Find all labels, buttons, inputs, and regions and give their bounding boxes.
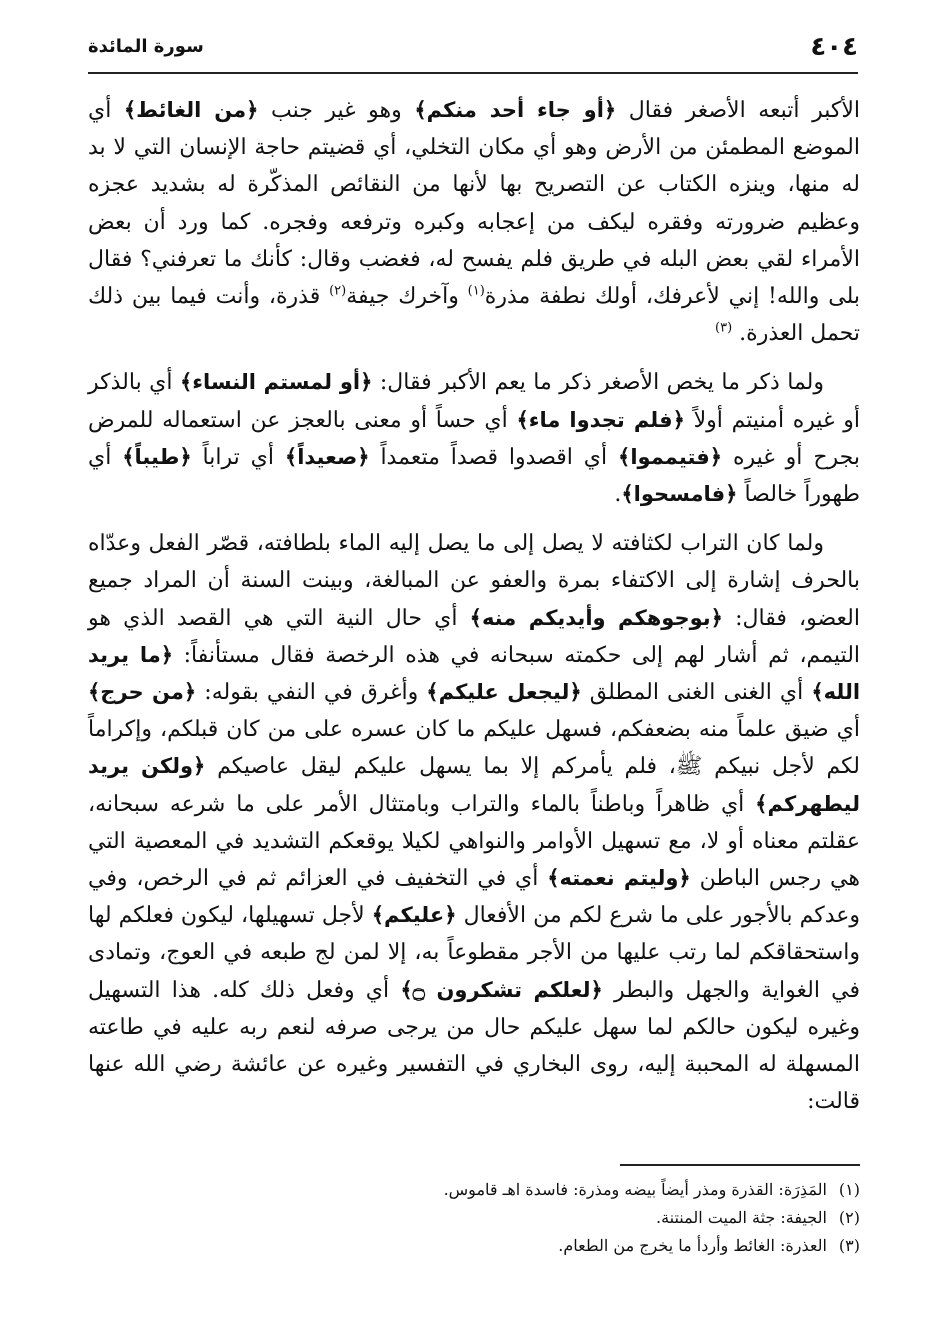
quran-quote: ﴿من حرج﴾	[88, 680, 197, 705]
text-run: وهو غير جنب	[258, 98, 415, 123]
quran-quote: ﴿صعيداً﴾	[284, 444, 370, 469]
text-run: أي الغنى الغنى المطلق	[581, 680, 812, 706]
text-run: أي ظاهراً وباطناً بالماء والتراب وبامتثال الأمر على ما شرعه سبحانه، عقلتم معناه أو لا، مع تسهيل الأوامر والنواهي لكيلا يوقعكم التشديد في المعصية التي هي رجس الباطن	[88, 791, 860, 892]
header-divider	[88, 72, 858, 74]
quran-quote: ﴿وليتم نعمته﴾	[547, 866, 691, 891]
footnote-text: المَذِرَة: القذرة ومذر أيضاً بيضه ومذرة: فاسدة اهـ قاموس.	[443, 1180, 827, 1199]
quran-quote: ﴿فتيمموا﴾	[618, 444, 723, 469]
quran-quote: ﴿فلم تجدوا ماء﴾	[516, 407, 685, 432]
text-run: وأغرق في النفي بقوله:	[196, 680, 427, 706]
footnotes	[300, 1176, 860, 1260]
quran-quote: ﴿ولكن يريد ليطهركم﴾	[88, 754, 860, 816]
quran-quote: ﴿لعلكم تشكرون ۝﴾	[400, 977, 603, 1002]
text-run: أي اقصدوا قصداً متعمداً	[369, 444, 619, 470]
footnote-ref: (٣)	[715, 320, 733, 336]
surah-title: سورة المائدة	[88, 36, 204, 57]
text-run: .	[614, 482, 622, 508]
quran-quote: ﴿عليكم﴾	[371, 903, 457, 928]
footnote-text: الجيفة: جثة الميت المنتنة.	[655, 1208, 827, 1227]
quran-quote: ﴿فامسحوا﴾	[621, 482, 738, 507]
text-run: أي حساً أو معنى بالعجز عن استعماله للمرض بجرح أو غيره	[88, 407, 860, 470]
footnote	[300, 1232, 860, 1260]
text-run: الأكبر أتبعه الأصغر فقال	[616, 98, 860, 123]
page-number: ٤٠٤	[810, 32, 858, 62]
footnote-number: (١)	[838, 1180, 860, 1199]
quran-quote: ﴿طيباً﴾	[122, 444, 192, 469]
text-run: أي وفعل ذلك كله. هذا التسهيل وغيره ليكون حالكم لما سهل عليكم حال من يرجى صرفه لنعم ربه عليه في طاعته المسهلة له المحببة إليه، روى البخاري في التفسير وغيره عن عائشة رضي الله عنها قالت:	[88, 977, 860, 1115]
quran-quote: ﴿أو جاء أحد منكم﴾	[414, 98, 617, 122]
quran-quote: ﴿ليجعل عليكم﴾	[426, 680, 582, 705]
quran-quote: ﴿بوجوهكم وأيديكم منه﴾	[469, 605, 723, 630]
footnote-ref: (١)	[467, 283, 485, 299]
text-run: أي حال النية التي هي القصد الذي هو التيمم، ثم أشار لهم إلى حكمته سبحانه في هذه الرخصة فقال مستأنفاً:	[88, 605, 861, 668]
text-run: أي ضيق علماً منه بضعفكم، فسهل عليكم ما كان عسره على من كان قبلكم، وإكراماً لكم لأجل نبيكم ﷺ، فلم يأمركم إلا بما يسهل عليكم ليقل عاصيكم	[88, 717, 861, 780]
text-run: أي طهوراً خالصاً	[88, 444, 860, 508]
footnote	[300, 1176, 860, 1204]
footnote-number: (٣)	[838, 1236, 860, 1255]
text-run: وآخرك جيفة	[346, 284, 468, 310]
paragraph	[88, 525, 860, 1120]
footnote-number: (٢)	[838, 1208, 860, 1227]
text-run: قذرة، وأنت فيما بين ذلك تحمل العذرة.	[88, 284, 860, 347]
text-run: ولما ذكر ما يخص الأصغر ذكر ما يعم الأكبر فقال:	[372, 370, 824, 396]
quran-quote: ﴿أو لمستم النساء﴾	[179, 370, 373, 395]
quran-quote: ﴿ما يريد الله﴾	[88, 642, 861, 705]
page-header	[88, 30, 858, 74]
text-run: ولما كان التراب لكثافته لا يصل إلى ما يصل إليه الماء بلطافته، قصّر الفعل وعدّاه بالحرف إشارة إلى الاكتفاء بمرة والعفو عن المبالغة، وبينت السنة أن المراد جميع العضو، فقال:	[88, 531, 860, 631]
text-run: لأجل تسهيلها، ليكون فعلكم لها واستحقاقكم لما رتب عليها من الأجر مقطوعاً به، إلا لمن لج طبعه في العوج، وتمادى في الغواية والجهل والبطر	[88, 903, 860, 1003]
paragraph	[88, 92, 860, 352]
text-run: أي تراباً	[191, 444, 285, 470]
footnote-ref: (٢)	[329, 283, 347, 299]
footnote-divider	[620, 1164, 860, 1166]
text-run: أي في التخفيف في العزائم ثم في الرخص، وفي وعدكم بالأجور على ما شرع لكم من الأفعال	[88, 866, 860, 929]
footnote	[300, 1204, 860, 1232]
footnote-text: العذرة: الغائط وأردأ ما يخرج من الطعام.	[558, 1236, 827, 1255]
main-text	[88, 92, 860, 1120]
text-run: أي بالذكر أو غيره أمنيتم أولاً	[88, 370, 860, 433]
quran-quote: ﴿من الغائط﴾	[123, 98, 259, 122]
text-run: أي الموضع المطمئن من الأرض وهو أي مكان التخلي، أي قضيتم حاجة الإنسان التي لا بد له منها، وينزه الكتاب عن التصريح بها لأنها من النقائص المذكّرة له بشديد عجزه وعظيم ضرورته وفقره ليكف من إعجابه وكبره وترفعه وفجره. كما ورد أن بعض الأمراء لقي بعض البله في طريق فلم يفسح له، فغضب وقال: كأنك ما تعرفني؟ فقال بلى والله! إني لأعرفك، أولك نطفة مذرة	[88, 98, 860, 310]
paragraph	[88, 364, 860, 513]
